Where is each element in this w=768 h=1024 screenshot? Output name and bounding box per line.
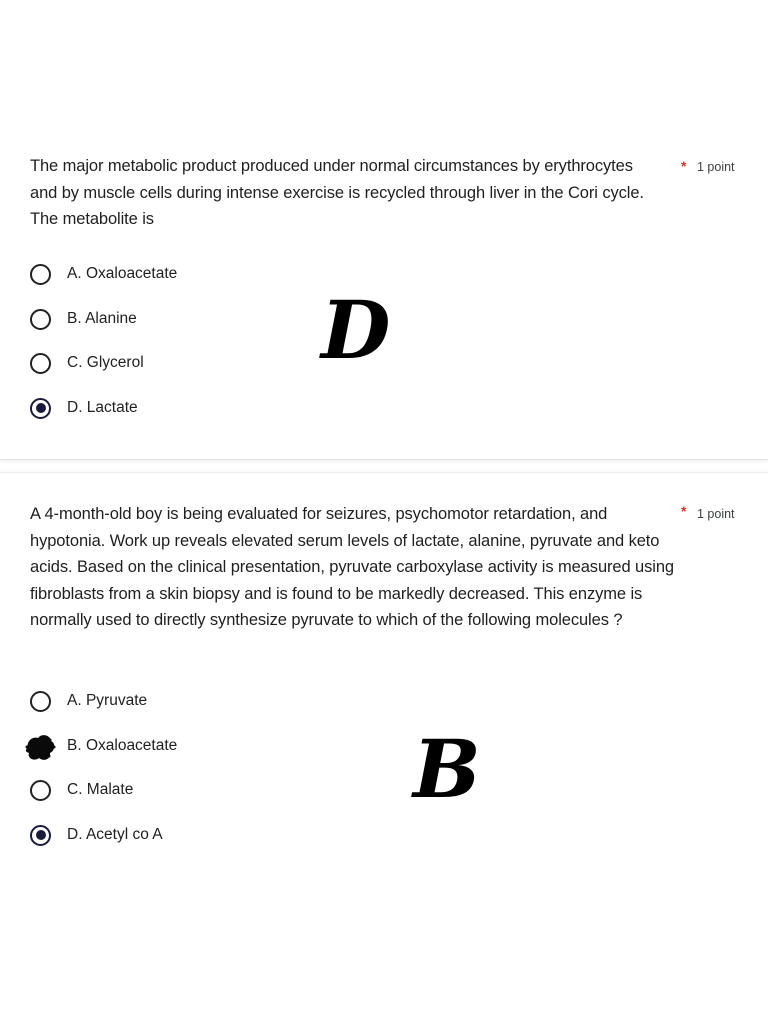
radio-button-scribbled[interactable]	[30, 736, 51, 757]
option-b[interactable]	[30, 733, 177, 759]
option-label: A. Oxaloacetate	[67, 265, 178, 282]
required-asterisk: *	[681, 158, 687, 174]
required-asterisk: *	[681, 503, 687, 519]
option-a[interactable]	[30, 261, 177, 287]
radio-button[interactable]	[30, 353, 51, 374]
option-d[interactable]	[30, 822, 163, 848]
option-c[interactable]	[30, 350, 144, 376]
question-text: The major metabolic product produced under normal circumstances by erythrocytes and by muscle cells during intense exercise is recycled through liver in the Cori cycle. The metabolite is	[30, 157, 644, 228]
option-label: B. Alanine	[67, 310, 137, 327]
radio-button[interactable]	[30, 691, 51, 712]
option-c[interactable]	[30, 777, 133, 803]
radio-button-selected[interactable]	[30, 825, 51, 846]
handwritten-answer-mark: D	[321, 283, 391, 377]
question-card-1	[0, 0, 768, 460]
points-label: 1 point	[697, 507, 735, 521]
radio-button[interactable]	[30, 309, 51, 330]
option-label: C. Glycerol	[67, 354, 144, 371]
question-text: A 4-month-old boy is being evaluated for seizures, psychomotor retardation, and hypotonia. Work up reveals elevated serum levels of lactate, alanine, pyruvate and keto acids. Based on the clinical presentation, pyruvate carboxylase activity is measured using fibroblasts from a skin biopsy and is found to be markedly decreased. This enzyme is normally used to directly synthesize pyruvate to which of the following molecules ?	[30, 505, 675, 629]
option-a[interactable]	[30, 688, 147, 714]
radio-button[interactable]	[30, 264, 51, 285]
option-label: D. Lactate	[67, 399, 138, 416]
option-label: B. Oxaloacetate	[67, 737, 178, 754]
scribble-mark-icon	[23, 730, 57, 764]
option-b[interactable]	[30, 306, 137, 332]
points-label: 1 point	[697, 160, 735, 174]
radio-button-selected[interactable]	[30, 398, 51, 419]
radio-button[interactable]	[30, 780, 51, 801]
question-card-2	[0, 472, 768, 892]
option-d[interactable]	[30, 395, 138, 421]
option-label: A. Pyruvate	[67, 692, 148, 709]
handwritten-answer-mark: B	[413, 722, 481, 816]
option-label: C. Malate	[67, 781, 134, 798]
option-label: D. Acetyl co A	[67, 826, 163, 843]
